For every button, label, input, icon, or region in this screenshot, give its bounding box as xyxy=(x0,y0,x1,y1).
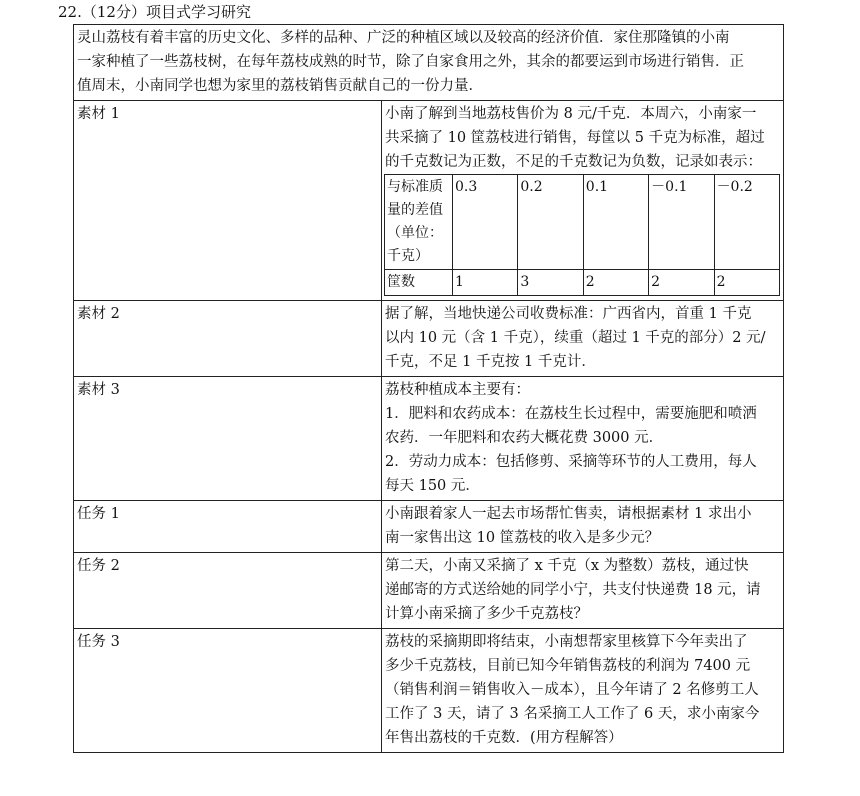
question-title: 22.（12分）项目式学习研究 xyxy=(58,3,251,21)
material3-line: 荔枝种植成本主要有： xyxy=(385,382,530,398)
material2-line: 据了解，当地快递公司收费标准：广西省内，首重 1 千克 xyxy=(385,306,752,322)
task1-label: 任务 1 xyxy=(74,501,382,553)
task3-content xyxy=(382,629,784,753)
count-cell: 2 xyxy=(714,270,779,296)
material1-line: 的千克数记为正数，不足的千克数记为负数，记录如表示： xyxy=(385,154,762,170)
project-table xyxy=(73,24,784,753)
diff-cell: －0.2 xyxy=(714,175,779,270)
material3-line: 农药．一年肥料和农药大概花费 3000 元． xyxy=(385,430,664,446)
material1-label: 素材 1 xyxy=(74,101,382,301)
material1-line: 共采摘了 10 筐荔枝进行销售，每筐以 5 千克为标准，超过 xyxy=(385,130,765,146)
intro-row xyxy=(74,25,784,101)
task3-row xyxy=(74,629,784,753)
task1-line: 小南跟着家人一起去市场帮忙售卖，请根据素材 1 求出小 xyxy=(385,506,752,522)
task3-label: 任务 3 xyxy=(74,629,382,753)
intro-cell xyxy=(74,25,784,101)
material3-line: 2．劳动力成本：包括修剪、采摘等环节的人工费用，每人 xyxy=(385,454,757,470)
material2-row xyxy=(74,301,784,377)
material2-line: 千克，不足 1 千克按 1 千克计． xyxy=(385,354,596,370)
diff-cell: 0.1 xyxy=(583,175,648,270)
material2-line: 以内 10 元（含 1 千克），续重（超过 1 千克的部分）2 元/ xyxy=(385,330,766,346)
material1-row xyxy=(74,101,784,301)
material3-row xyxy=(74,377,784,501)
intro-line: 一家种植了一些荔枝树，在每年荔枝成熟的时节，除了自家食用之外，其余的都要运到市场进行销售．正 xyxy=(77,54,744,70)
material1-line: 小南了解到当地荔枝售价为 8 元/千克．本周六，小南家一 xyxy=(385,106,757,122)
diff-cell: 0.3 xyxy=(453,175,518,270)
diff-cell: －0.1 xyxy=(649,175,714,270)
intro-line: 灵山荔枝有着丰富的历史文化、多样的品种、广泛的种植区域以及较高的经济价值．家住那隆镇的小南 xyxy=(77,30,730,46)
task2-line: 递邮寄的方式送给她的同学小宁，共支付快递费 18 元，请 xyxy=(385,582,761,598)
task2-content xyxy=(382,553,784,629)
task3-line: 多少千克荔枝，目前已知今年销售荔枝的利润为 7400 元 xyxy=(385,658,751,674)
diff-header-line: （单位： xyxy=(387,225,443,241)
task2-label: 任务 2 xyxy=(74,553,382,629)
diff-header xyxy=(385,175,453,270)
count-cell: 1 xyxy=(453,270,518,296)
task3-line: 工作了 3 天，请了 3 名采摘工人工作了 6 天，求小南家今 xyxy=(385,706,760,722)
count-cell: 2 xyxy=(649,270,714,296)
diff-row xyxy=(385,175,780,270)
task3-line: 荔枝的采摘期即将结束，小南想帮家里核算下今年卖出了 xyxy=(385,634,748,650)
intro-line: 值周末，小南同学也想为家里的荔枝销售贡献自己的一份力量． xyxy=(77,78,483,94)
material2-content xyxy=(382,301,784,377)
task1-line: 南一家售出这 10 筐荔枝的收入是多少元？ xyxy=(385,530,660,546)
count-header: 筐数 xyxy=(385,270,453,296)
count-cell: 2 xyxy=(583,270,648,296)
material3-label: 素材 3 xyxy=(74,377,382,501)
count-row xyxy=(385,270,780,296)
task1-row xyxy=(74,501,784,553)
material3-content xyxy=(382,377,784,501)
diff-cell: 0.2 xyxy=(518,175,583,270)
diff-header-line: 量的差值 xyxy=(387,202,443,218)
diff-header-line: 千克） xyxy=(387,248,429,264)
task3-line: 年售出荔枝的千克数．(用方程解答） xyxy=(385,730,623,746)
task2-line: 第二天，小南又采摘了 x 千克（x 为整数）荔枝，通过快 xyxy=(385,558,749,574)
task2-row xyxy=(74,553,784,629)
task2-line: 计算小南采摘了多少千克荔枝？ xyxy=(385,606,588,622)
material3-line: 1．肥料和农药成本：在荔枝生长过程中，需要施肥和喷洒 xyxy=(385,406,757,422)
material3-line: 每天 150 元． xyxy=(385,478,480,494)
material1-content xyxy=(382,101,784,301)
count-cell: 3 xyxy=(518,270,583,296)
task3-line: （销售利润＝销售收入－成本），且今年请了 2 名修剪工人 xyxy=(385,682,759,698)
task1-content xyxy=(382,501,784,553)
material2-label: 素材 2 xyxy=(74,301,382,377)
weight-diff-table xyxy=(384,174,780,296)
diff-header-line: 与标准质 xyxy=(387,179,443,195)
